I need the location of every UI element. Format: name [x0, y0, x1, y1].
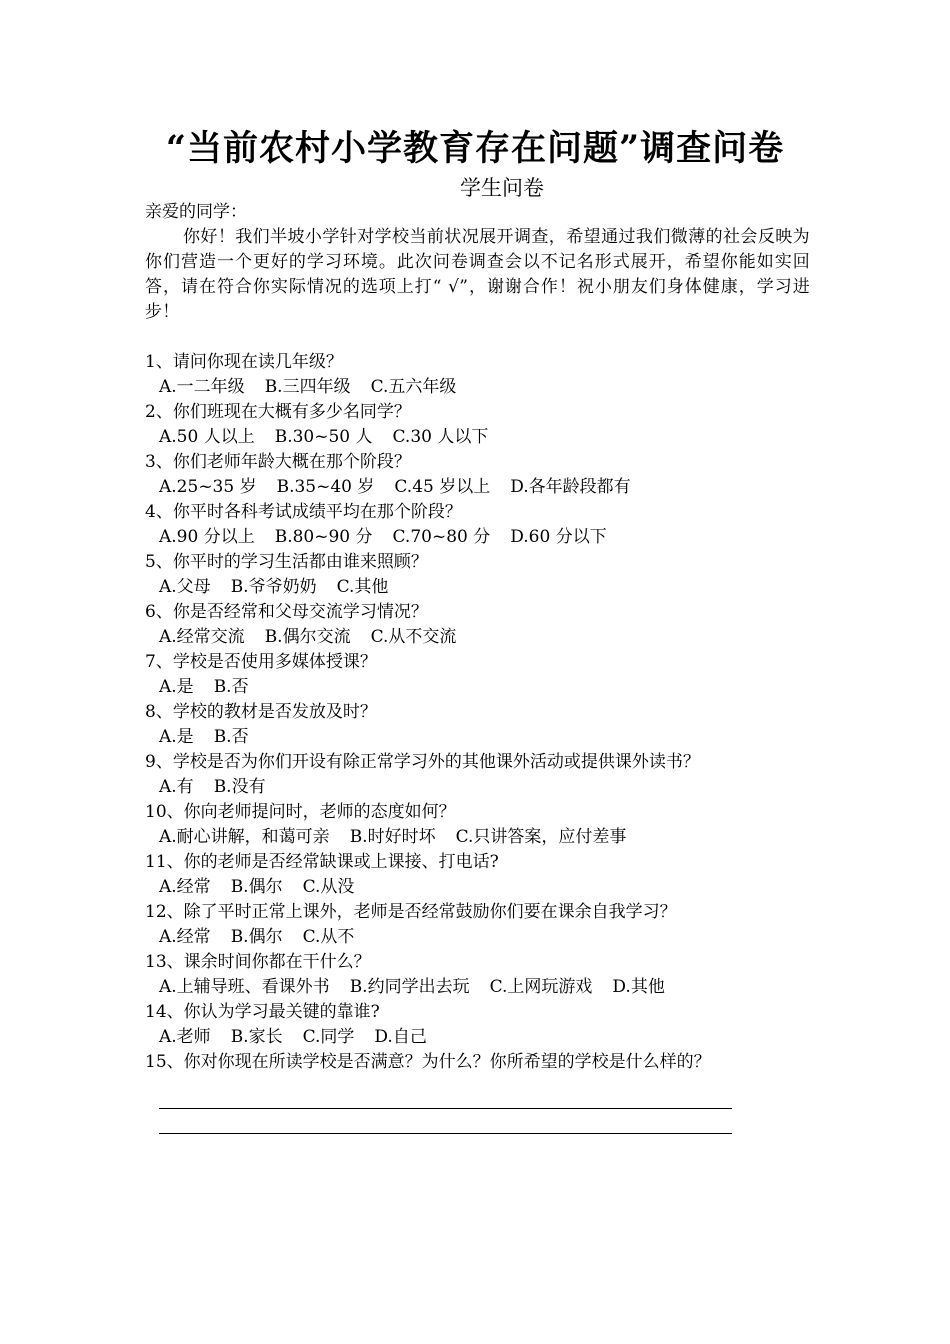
- survey-body: [145, 200, 810, 1151]
- question-item: [145, 750, 810, 800]
- answer-option[interactable]: A.是: [159, 677, 194, 697]
- spacer: [145, 325, 810, 350]
- question-item: [145, 650, 810, 700]
- answer-option[interactable]: B.80~90 分: [274, 527, 373, 547]
- question-text: 14、你认为学习最关键的靠谁?: [145, 1002, 380, 1022]
- answer-option[interactable]: A.90 分以上: [159, 527, 255, 547]
- answer-option[interactable]: B.35~40 岁: [276, 477, 375, 497]
- question-text: 13、课余时间你都在干什么？: [145, 952, 371, 972]
- option-row: [145, 625, 810, 650]
- question-item: [145, 850, 810, 900]
- answer-option[interactable]: A.一二年级: [159, 377, 245, 397]
- question-item: [145, 450, 810, 500]
- answer-option[interactable]: C.从不交流: [370, 627, 457, 647]
- answer-option[interactable]: C.上网玩游戏: [489, 977, 593, 997]
- question-item: [145, 600, 810, 650]
- option-row: [145, 375, 810, 400]
- question-text: 11、你的老师是否经常缺课或上课接、打电话?: [145, 852, 499, 872]
- answer-option[interactable]: C.从没: [302, 877, 355, 897]
- answer-option[interactable]: B.时好时坏: [349, 827, 436, 847]
- question-text: 15、你对你现在所读学校是否满意？为什么？你所希望的学校是什么样的？: [145, 1052, 711, 1072]
- answer-option[interactable]: B.偶尔: [230, 877, 283, 897]
- answer-option[interactable]: B.三四年级: [264, 377, 351, 397]
- question-text: 12、除了平时正常上课外，老师是否经常鼓励你们要在课余自我学习？: [145, 902, 677, 922]
- answer-option[interactable]: D.各年龄段都有: [510, 477, 631, 497]
- page-title: “当前农村小学教育存在问题”调查问卷: [165, 128, 785, 169]
- question-text: 4、你平时各科考试成绩平均在那个阶段？: [145, 502, 462, 522]
- question-item: [145, 550, 810, 600]
- answer-option[interactable]: D.自己: [374, 1027, 427, 1047]
- answer-option[interactable]: C.45 岁以上: [394, 477, 491, 497]
- option-row: [145, 525, 810, 550]
- answer-area[interactable]: [145, 1101, 810, 1151]
- answer-option[interactable]: A.老师: [159, 1027, 211, 1047]
- option-row: [145, 925, 810, 950]
- answer-option[interactable]: B.偶尔交流: [264, 627, 351, 647]
- answer-option[interactable]: D.60 分以下: [510, 527, 607, 547]
- answer-option[interactable]: A.上辅导班、看课外书: [159, 977, 330, 997]
- question-item: [145, 500, 810, 550]
- answer-option[interactable]: B.家长: [230, 1027, 283, 1047]
- question-item: [145, 1000, 810, 1050]
- answer-option[interactable]: A.50 人以上: [159, 427, 255, 447]
- answer-option[interactable]: B.约同学出去玩: [349, 977, 470, 997]
- answer-option[interactable]: A.父母: [159, 577, 211, 597]
- answer-option[interactable]: B.否: [213, 677, 249, 697]
- option-row: [145, 675, 810, 700]
- question-item: [145, 1050, 810, 1075]
- option-row: [145, 975, 810, 1000]
- answer-line[interactable]: [159, 1126, 732, 1151]
- answer-option[interactable]: C.70~80 分: [392, 527, 491, 547]
- answer-option[interactable]: A.是: [159, 727, 194, 747]
- answer-option[interactable]: B.没有: [213, 777, 266, 797]
- answer-option[interactable]: B.否: [213, 727, 249, 747]
- greeting: 亲爱的同学：: [145, 202, 247, 222]
- answer-option[interactable]: D.其他: [612, 977, 665, 997]
- answer-option[interactable]: A.耐心讲解，和蔼可亲: [159, 827, 330, 847]
- question-text: 3、你们老师年龄大概在那个阶段？: [145, 452, 411, 472]
- answer-option[interactable]: B.30~50 人: [274, 427, 373, 447]
- question-text: 10、你向老师提问时，老师的态度如何？: [145, 802, 456, 822]
- question-text: 5、你平时的学习生活都由谁来照顾？: [145, 552, 428, 572]
- option-row: [145, 425, 810, 450]
- question-item: [145, 350, 810, 400]
- question-text: 1、请问你现在读几年级？: [145, 352, 343, 372]
- question-item: [145, 950, 810, 1000]
- option-row: [145, 1025, 810, 1050]
- option-row: [145, 575, 810, 600]
- question-item: [145, 900, 810, 950]
- option-row: [145, 775, 810, 800]
- question-text: 7、学校是否使用多媒体授课？: [145, 652, 377, 672]
- intro-paragraph: 你好！我们半坡小学针对学校当前状况展开调查，希望通过我们微薄的社会反映为你们营造一个更好的学习环境。此次问卷调查会以不记名形式展开，希望你能如实回答，请在符合你实际情况的选项上打“ √”，谢谢合作！祝小朋友们身体健康，学习进步！: [145, 227, 810, 322]
- page-subtitle: 学生问卷: [460, 176, 544, 200]
- answer-option[interactable]: A.经常交流: [159, 627, 245, 647]
- answer-option[interactable]: C.同学: [302, 1027, 355, 1047]
- answer-option[interactable]: A.经常: [159, 927, 211, 947]
- option-row: [145, 875, 810, 900]
- option-row: [145, 475, 810, 500]
- answer-option[interactable]: C.只讲答案，应付差事: [455, 827, 627, 847]
- answer-option[interactable]: A.有: [159, 777, 194, 797]
- answer-option[interactable]: C.其他: [336, 577, 389, 597]
- option-row: [145, 725, 810, 750]
- question-text: 8、学校的教材是否发放及时？: [145, 702, 377, 722]
- question-text: 6、你是否经常和父母交流学习情况？: [145, 602, 428, 622]
- answer-option[interactable]: C.30 人以下: [392, 427, 489, 447]
- answer-option[interactable]: A.25~35 岁: [159, 477, 257, 497]
- question-item: [145, 700, 810, 750]
- answer-option[interactable]: B.爷爷奶奶: [230, 577, 317, 597]
- answer-option[interactable]: A.经常: [159, 877, 211, 897]
- answer-option[interactable]: B.偶尔: [230, 927, 283, 947]
- answer-option[interactable]: C.五六年级: [370, 377, 457, 397]
- question-item: [145, 800, 810, 850]
- answer-line[interactable]: [159, 1101, 732, 1126]
- answer-option[interactable]: C.从不: [302, 927, 355, 947]
- question-item: [145, 400, 810, 450]
- question-text: 9、学校是否为你们开设有除正常学习外的其他课外活动或提供课外读书？: [145, 752, 700, 772]
- option-row: [145, 825, 810, 850]
- question-list: [145, 350, 810, 1075]
- question-text: 2、你们班现在大概有多少名同学？: [145, 402, 411, 422]
